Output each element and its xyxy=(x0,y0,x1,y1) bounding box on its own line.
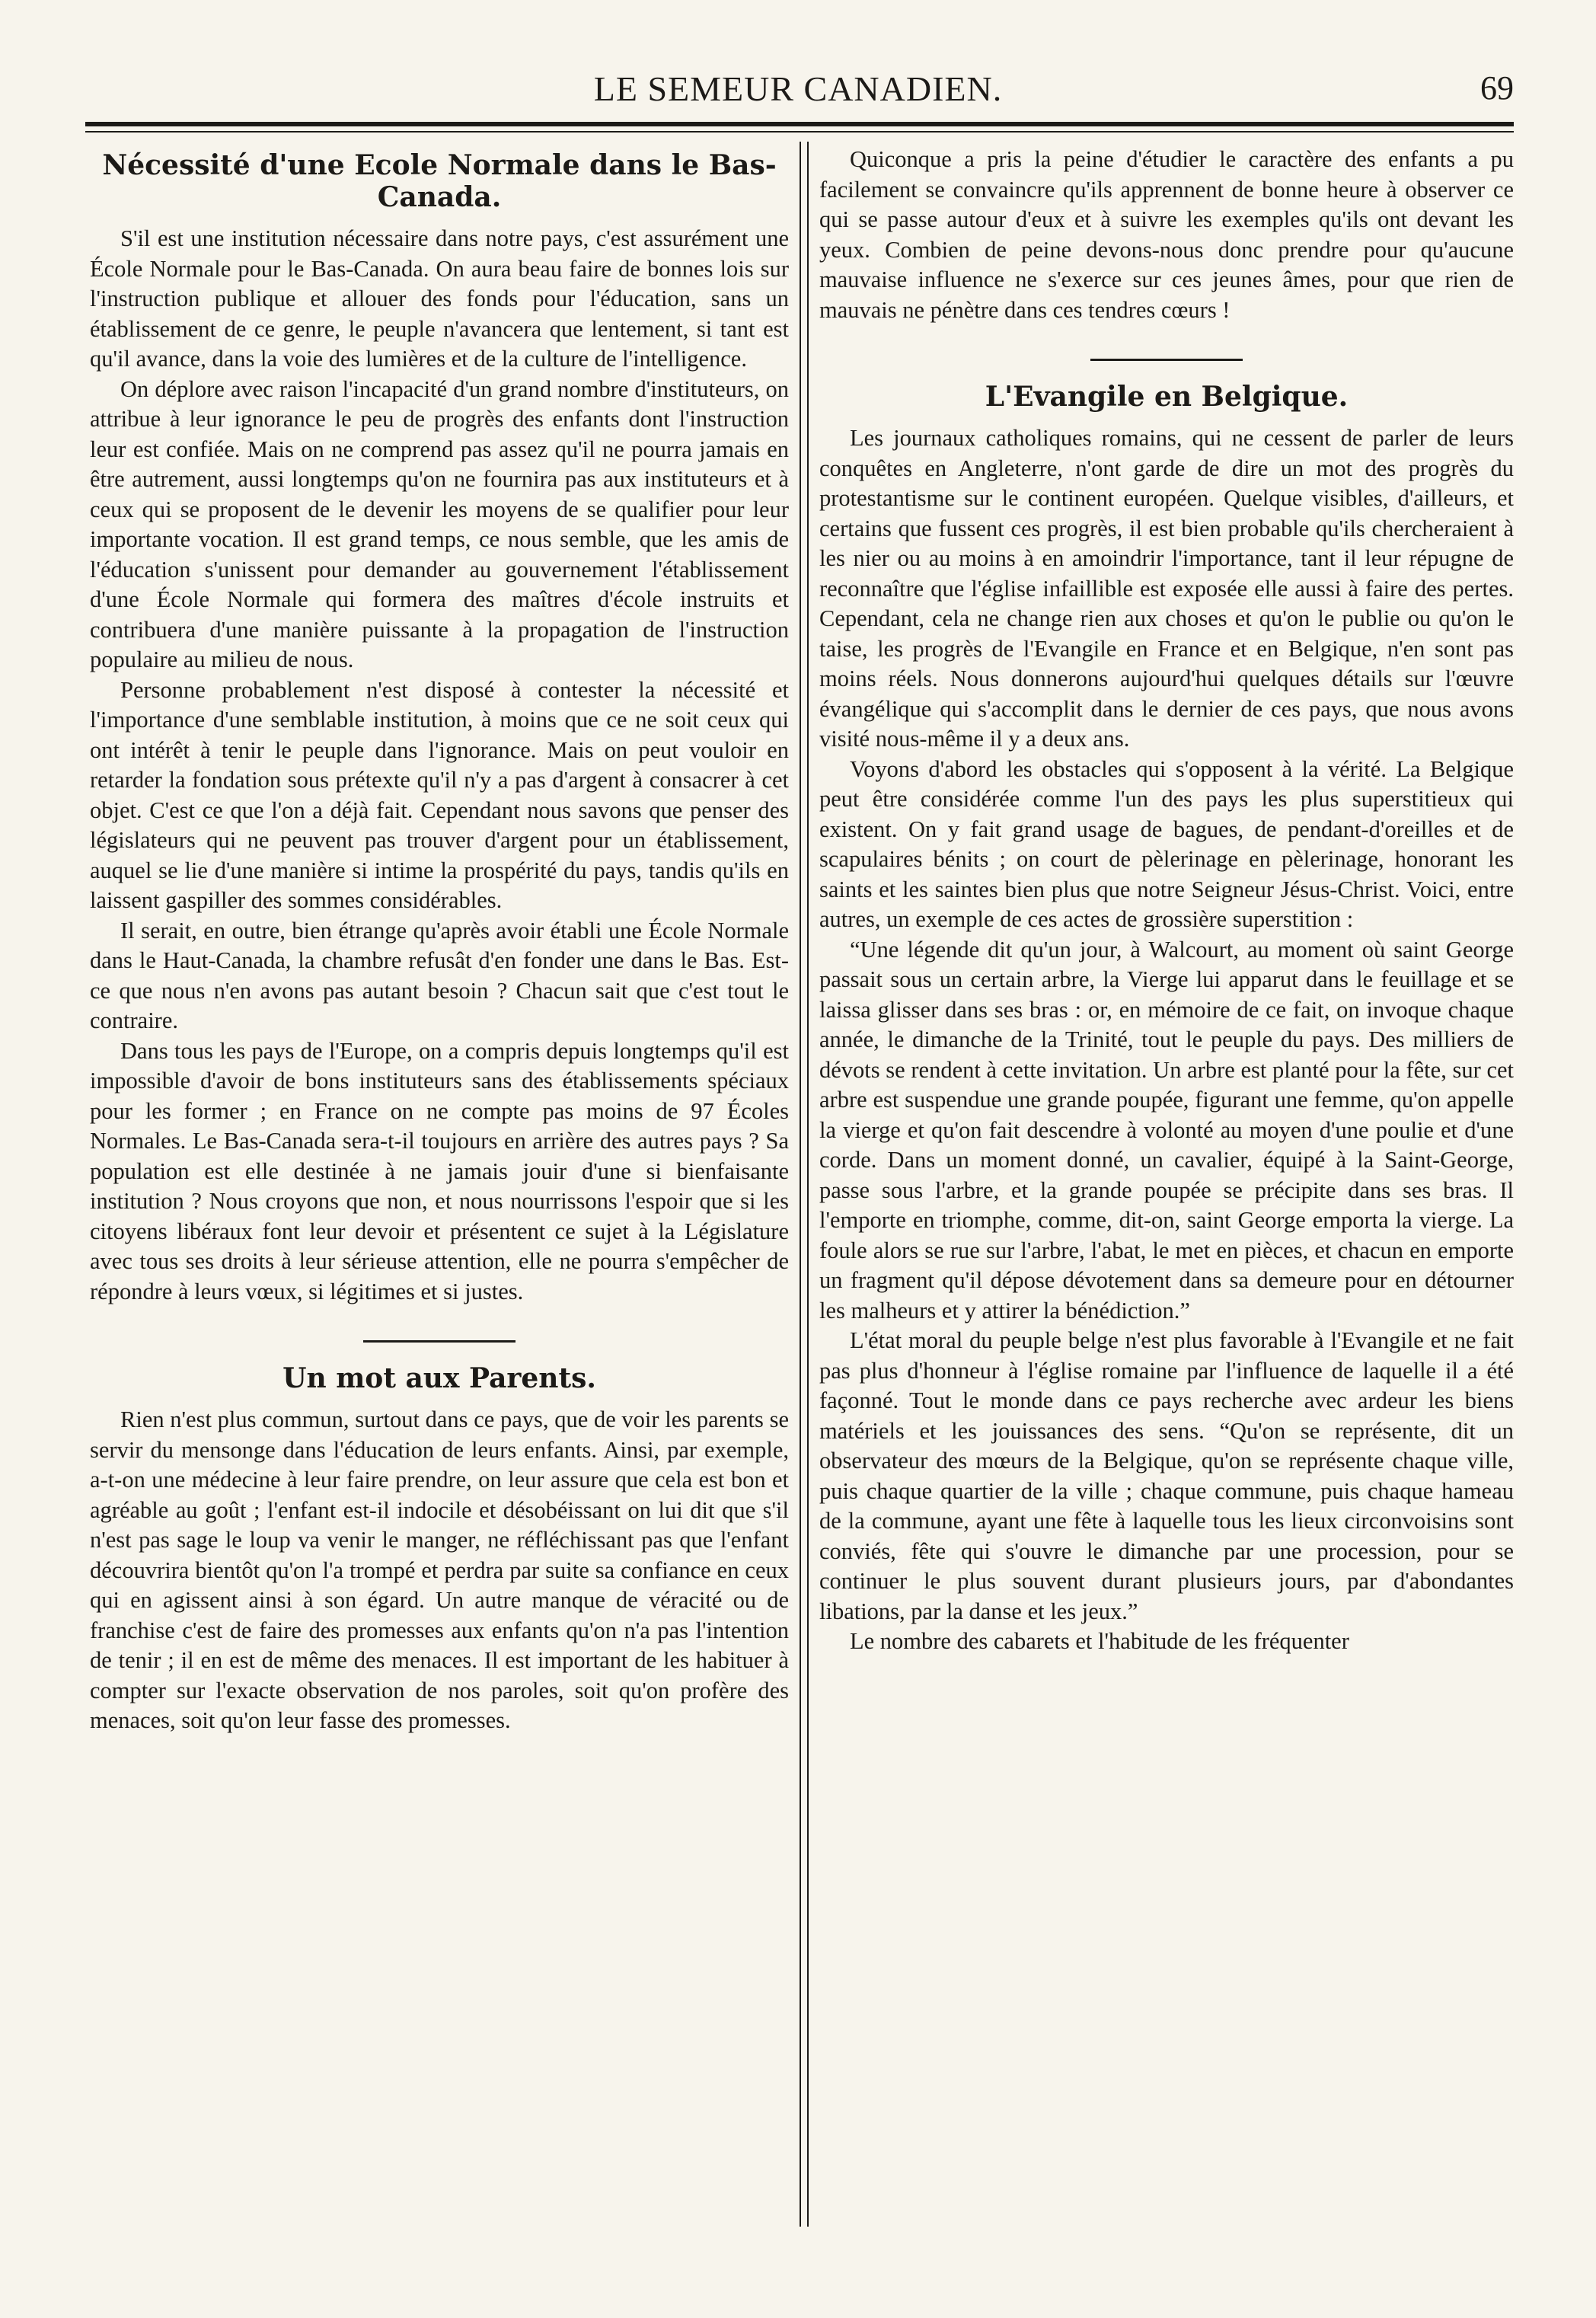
article-heading-ecole-normale: Nécessité d'une Ecole Normale dans le Bas-Canada. xyxy=(102,149,777,213)
paragraph: Rien n'est plus commun, surtout dans ce pays, que de voir les parents se servir du mensonge dans l'éducation de leurs enfants. Ainsi, par exemple, a-t-on une médecine à leur faire prendre, on leur assure que cela est bon et agréable au goût ; l'enfant est-il indocile et désobéissant on lui dit que s'il n'est pas sage le loup va venir le manger, ne réfléchissant pas que l'enfant découvrira bientôt qu'on l'a trompé et perdra par suite sa confiance en ceux qui en agissent ainsi à son égard. Un autre manque de véracité ou de franchise c'est de faire des promesses aux enfants qu'on n'a pas l'intention de tenir ; il en est de même des menaces. Il est important de les habituer à compter sur l'exacte observation de nos paroles, soit qu'on profère des menaces, soit qu'on leur fasse des promesses. xyxy=(90,1406,789,1733)
paragraph: Voyons d'abord les obstacles qui s'opposent à la vérité. La Belgique peut être considérée comme l'un des pays les plus superstitieux qui existent. On y fait grand usage de bagues, de pendant-d'oreilles et de scapulaires bénits ; on court de pèlerinage en pèlerinage, honorant les saints et les saintes bien plus que notre Seigneur Jésus-Christ. Voici, entre autres, un exemple de ces actes de grossière superstition : xyxy=(819,755,1514,932)
paragraph: Les journaux catholiques romains, qui ne cessent de parler de leurs conquêtes en Angleterre, n'ont garde de dire un mot des progrès du protestantisme sur le continent européen. Quelque visibles, d'ailleurs, et certains que fussent ces progrès, il est bien probable qu'ils chercheraient à les nier ou au moins à en amoindrir l'importance, tant il leur répugne de reconnaître que l'église infaillible est exposée elle aussi à faire des pertes. Cependant, cela ne change rien aux choses et qu'on le publie ou qu'on le taise, les progrès de l'Evangile en France et en Belgique, n'en sont pas moins réels. Nous donnerons aujourd'hui quelques détails sur l'œuvre évangélique qui s'accomplit dans le dernier de ces pays, que nous avons visité nous-même il y a deux ans. xyxy=(819,425,1514,752)
paragraph: Il serait, en outre, bien étrange qu'après avoir établi une École Normale dans le Haut-Canada, la chambre refusât d'en fonder une dans le Bas. Est-ce que nous n'en avons pas autant besoin ? Chacun sait que c'est tout le contraire. xyxy=(90,917,789,1033)
paragraph: Dans tous les pays de l'Europe, on a compris depuis longtemps qu'il est impossible d'avoir de bons instituteurs sans des établissements spéciaux pour les former ; en France on ne compte pas moins de 97 Écoles Normales. Le Bas-Canada sera-t-il toujours en arrière des autres pays ? Sa population est elle destinée à ne jamais jouir d'une si bienfaisante institution ? Nous croyons que non, et nous nourrissons l'espoir que si les citoyens libéraux font leur devoir et présentent ce sujet à la Législature avec tous ses droits à leur sérieuse attention, elle ne pourra s'empêcher de répondre à leurs vœux, si légitimes et si justes. xyxy=(90,1037,789,1304)
paragraph: On déplore avec raison l'incapacité d'un grand nombre d'instituteurs, on attribue à leur ignorance le peu de progrès des enfants dont l'instruction leur est confiée. Mais on ne comprend pas assez qu'il ne pourra jamais en être autrement, aussi longtemps qu'on ne fournira pas aux instituteurs et à ceux qui se proposent de le devenir les moyens de se qualifier pour leur importante vocation. Il est grand temps, ce nous semble, que les amis de l'éducation s'unissent pour demander au gouvernement l'établissement d'une École Normale qui formera des maîtres d'école instruits et contribuera d'une manière puissante à la propagation de l'instruction populaire au milieu de nous. xyxy=(90,375,789,672)
section-separator xyxy=(1090,359,1243,361)
masthead-title: LE SEMEUR CANADIEN. xyxy=(593,69,1003,108)
paragraph: “Une légende dit qu'un jour, à Walcourt, au moment où saint George passait sous un certain arbre, la Vierge lui apparut dans le feuillage et se laissa glisser dans ses bras : or, en mémoire de ce fait, on invoque chaque année, le dimanche de la Trinité, tout le peuple du pays. Des milliers de dévots se rendent à cette invitation. Un arbre est planté pour la fête, sur cet arbre est suspendue une grande poupée, figurant une femme, qu'on appelle la vierge et qu'on fait descendre à volonté au moyen d'une poulie et d'une corde. Dans un moment donné, un cavalier, équipé à la Saint-George, passe sous l'arbre, et la grande poupée se précipite dans ses bras. Il l'emporte en triomphe, comme, dit-on, saint George emporta la vierge. La foule alors se rue sur l'arbre, l'abat, le met en pièces, et chacun en emporte un fragment qu'il dépose dévotement dans sa demeure pour en détourner les malheurs et y attirer la bénédiction.” xyxy=(819,936,1514,1323)
page-number: 69 xyxy=(1480,69,1514,107)
paragraph: L'état moral du peuple belge n'est plus favorable à l'Evangile et ne fait pas plus d'honneur à l'église romaine par l'influence de laquelle il a été façonné. Tout le monde dans ce pays recherche avec ardeur les biens matériels et les jouissances des sens. “Qu'on se représente, dit un observateur des mœurs de la Belgique, qu'on se représente chaque ville, puis chaque quartier de la ville ; chaque commune, puis chaque hameau de la commune, ayant une fête à laquelle tous les lieux circonvoisins sont conviés, fête qui s'ouvre le dimanche par une procession, pour se continuer le plus souvent durant plusieurs jours, par d'abondantes libations, par la danse et les jeux.” xyxy=(819,1327,1514,1624)
paragraph-continuation: Quiconque a pris la peine d'étudier le caractère des enfants a pu facilement se convaincre qu'ils apprennent de bonne heure à observer ce qui se passe autour d'eux et à suivre les exemples qu'ils ont devant les yeux. Combien de peine devons-nous donc prendre pour qu'aucune mauvaise influence ne s'exerce sur ces jeunes âmes, pour que rien de mauvais ne pénètre dans ces tendres cœurs ! xyxy=(819,146,1514,323)
section-separator xyxy=(363,1340,516,1343)
paragraph: Personne probablement n'est disposé à contester la nécessité et l'importance d'une semblable institution, à moins que ce ne soit ceux qui ont intérêt à tenir le peuple dans l'ignorance. Mais on peut vouloir en retarder la fondation sous prétexte qu'il n'y a pas d'argent à consacrer à cet objet. C'est ce que l'on a déjà fait. Cependant nous savons que penser des législateurs qui ne peuvent pas trouver d'argent pour un établissement, auquel se lie d'une manière si intime la prospérité du pays, tandis qu'ils en laissent gaspiller des sommes considérables. xyxy=(90,676,789,913)
paragraph: S'il est une institution nécessaire dans notre pays, c'est assurément une École Normale pour le Bas-Canada. On aura beau faire de bonnes lois sur l'instruction publique et allouer des fonds pour l'éducation, sans un établissement de ce genre, le peuple n'avancera que lentement, si tant est qu'il avance, dans la voie des lumières et de la culture de l'intelligence. xyxy=(90,225,789,372)
header-rule-thick xyxy=(85,122,1514,126)
column-divider xyxy=(800,142,809,2227)
header-rule-thin xyxy=(85,131,1514,133)
left-column xyxy=(90,145,789,2227)
page-header xyxy=(0,61,1596,114)
right-column xyxy=(819,145,1514,2227)
article-heading-mot-aux-parents: Un mot aux Parents. xyxy=(282,1362,596,1394)
article-heading-evangile-belgique: L'Evangile en Belgique. xyxy=(985,381,1349,413)
paragraph: Le nombre des cabarets et l'habitude de les fréquenter xyxy=(850,1628,1349,1654)
